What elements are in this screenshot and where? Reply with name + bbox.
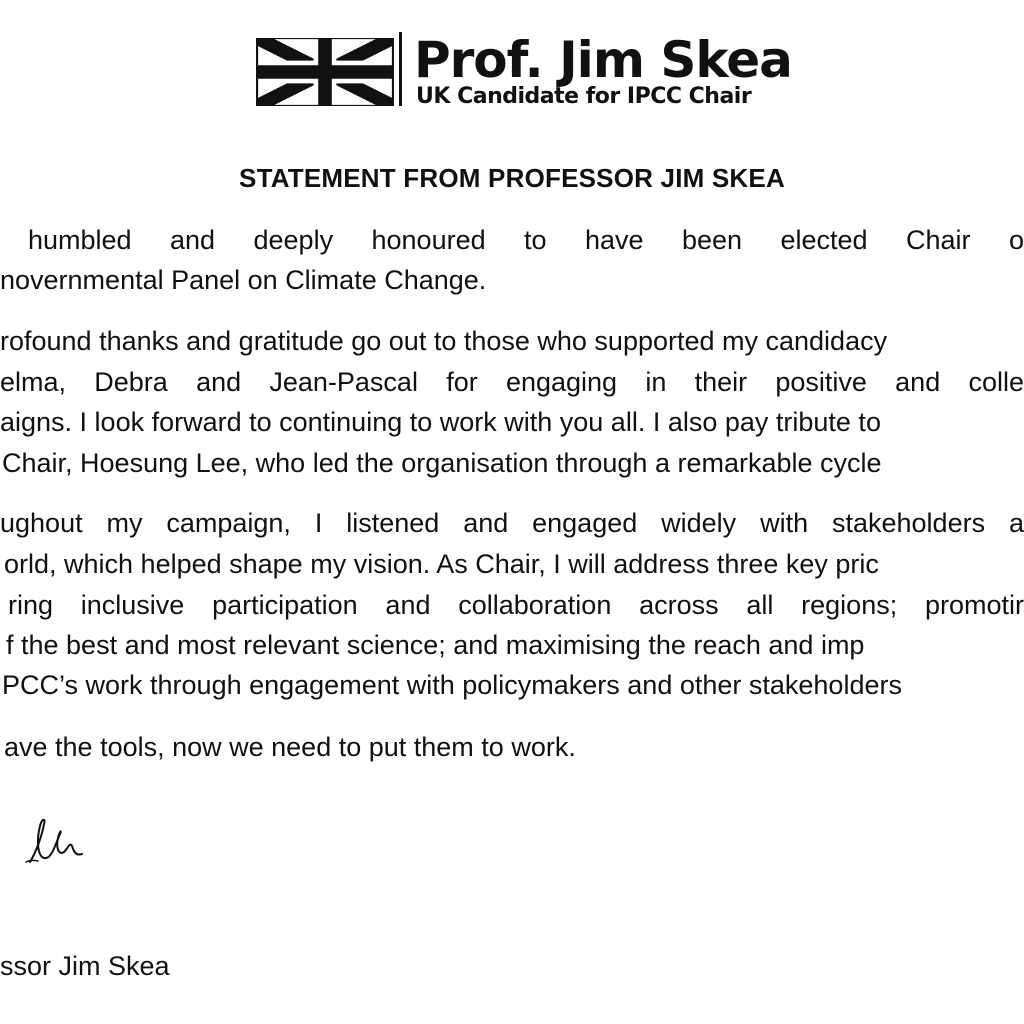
- p3-line-5: PCC’s work through engagement with policymakers and other stakeholders: [2, 670, 902, 700]
- candidate-subtitle: UK Candidate for IPCC Chair: [416, 84, 752, 109]
- handwritten-signature: [16, 812, 96, 872]
- p2-line-3: aigns. I look forward to continuing to work with you all. I also pay tribute to: [0, 407, 881, 437]
- signoff-name: ssor Jim Skea: [0, 951, 170, 981]
- p3-line-3: ring inclusive participation and collaboration across all regions; promotir: [8, 590, 1024, 620]
- p2-line-4: Chair, Hoesung Lee, who led the organisation through a remarkable cycle: [2, 448, 882, 478]
- statement-title: STATEMENT FROM PROFESSOR JIM SKEA: [239, 163, 785, 193]
- p1-line-1: humbled and deeply honoured to have been elected Chair o: [28, 225, 1024, 255]
- p3-line-4: f the best and most relevant science; and maximising the reach and imp: [6, 630, 865, 660]
- p4-line-1: ave the tools, now we need to put them to work.: [4, 732, 576, 762]
- p3-line-2: orld, which helped shape my vision. As Chair, I will address three key pric: [4, 549, 879, 579]
- p1-line-2: novernmental Panel on Climate Change.: [0, 265, 487, 295]
- p2-line-1: rofound thanks and gratitude go out to those who supported my candidacy: [0, 326, 888, 356]
- p3-line-1: ughout my campaign, I listened and engaged widely with stakeholders a: [0, 508, 1024, 538]
- p2-line-2: elma, Debra and Jean-Pascal for engaging in their positive and colle: [0, 367, 1024, 397]
- candidate-name: Prof. Jim Skea: [414, 31, 792, 89]
- header-divider: [399, 32, 402, 106]
- union-jack-logo: [256, 38, 394, 106]
